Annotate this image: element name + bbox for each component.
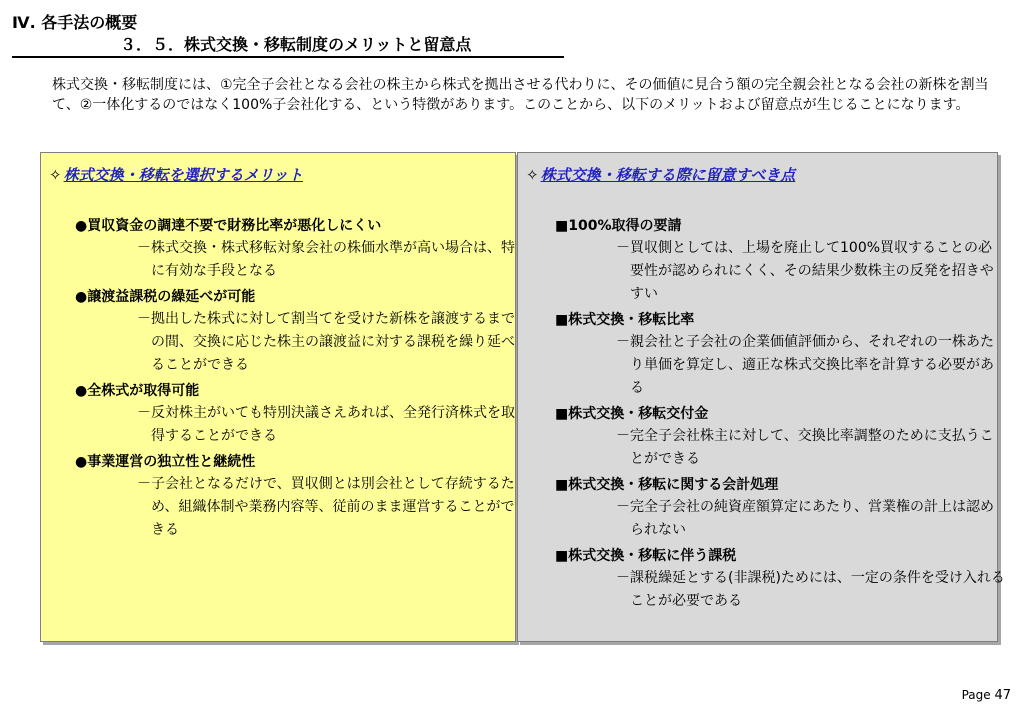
sparkle-icon: ✧: [49, 166, 62, 184]
merits-list: [41, 215, 515, 545]
merit-heading: ●譲渡益課税の繰延べが可能: [75, 289, 256, 305]
intro-paragraph: 株式交換・移転制度には、①完全子会社となる会社の株主から株式を拠出させる代わりに、その価値に見合う額の完全親会社となる会社の新株を割当て、②一体化するのではなく100%子会社化する、という特徴があります。このことから、以下のメリットおよび留意点が生じることになります。: [52, 77, 989, 113]
chapter-heading: Ⅳ. 各手法の概要: [12, 13, 138, 32]
cautions-panel-title: [526, 164, 795, 185]
merit-detail: －子会社となるだけで、買収側とは別会社として存続するため、組織体制や業務内容等、従前のまま運営することができる: [137, 476, 515, 538]
merit-heading: ●事業運営の独立性と継続性: [75, 454, 256, 470]
merits-panel-title: [49, 164, 303, 185]
page-number-value: 47: [994, 688, 1011, 703]
caution-heading: ■株式交換・移転交付金: [555, 406, 709, 422]
caution-heading: ■株式交換・移転に関する会計処理: [555, 477, 779, 493]
merit-heading: ●買収資金の調達不要で財務比率が悪化しにくい: [75, 218, 382, 234]
cautions-list: [518, 215, 1005, 616]
caution-detail: －完全子会社株主に対して、交換比率調整のために支払うことができる: [616, 428, 994, 467]
merit-detail: －反対株主がいても特別決議さえあれば、全発行済株式を取得することができる: [137, 405, 515, 444]
cautions-panel: [517, 152, 1005, 642]
caution-heading: ■100%取得の要請: [555, 218, 682, 234]
title-underline: [12, 56, 564, 58]
cautions-title-label: 株式交換・移転する際に留意すべき点: [540, 166, 796, 184]
merit-detail: －株式交換・株式移転対象会社の株価水準が高い場合は、特に有効な手段となる: [137, 240, 515, 279]
caution-heading: ■株式交換・移転に伴う課税: [555, 548, 737, 564]
section-heading: ３．５．株式交換・移転制度のメリットと留意点: [120, 35, 472, 54]
sparkle-icon: ✧: [526, 166, 539, 184]
caution-detail: －完全子会社の純資産額算定にあたり、営業権の計上は認められない: [616, 499, 994, 538]
page-label: Page: [961, 688, 991, 702]
merits-title-label: 株式交換・移転を選択するメリット: [63, 166, 303, 184]
caution-detail: －親会社と子会社の企業価値評価から、それぞれの一株あたり単価を算定し、適正な株式交換比率を計算する必要がある: [616, 334, 994, 396]
page-number: [962, 688, 1011, 703]
caution-detail: －課税繰延とする(非課税)ためには、一定の条件を受け入れることが必要である: [616, 570, 1005, 609]
caution-detail: －買収側としては、上場を廃止して100%買収することの必要性が認められにくく、その結果少数株主の反発を招きやすい: [616, 240, 994, 302]
merits-panel: [40, 152, 516, 642]
merit-detail: －拠出した株式に対して割当てを受けた新株を譲渡するまでの間、交換に応じた株主の譲渡益に対する課税を繰り延べることができる: [137, 311, 515, 373]
merit-heading: ●全株式が取得可能: [75, 383, 200, 399]
caution-heading: ■株式交換・移転比率: [555, 312, 695, 328]
